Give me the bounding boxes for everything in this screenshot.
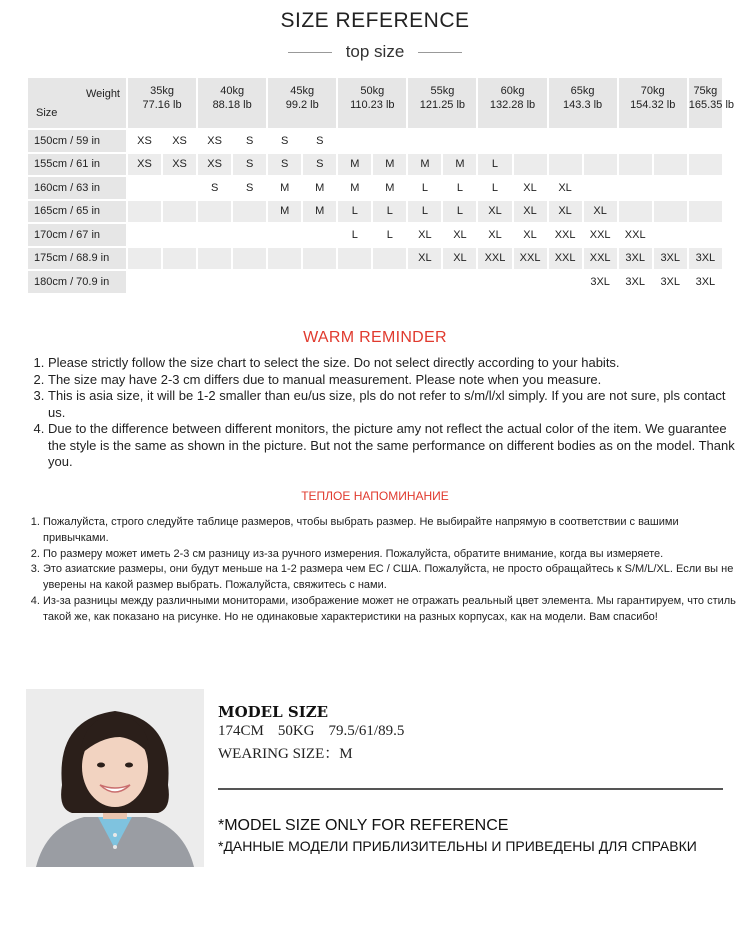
size-cell <box>233 224 266 246</box>
size-cell <box>373 248 406 270</box>
height-label: 180cm / 70.9 in <box>28 271 126 293</box>
model-body-measurements: 79.5/61/89.5 <box>328 723 405 739</box>
size-cell <box>128 201 161 223</box>
size-cell <box>198 248 231 270</box>
size-cell: L <box>478 177 511 199</box>
size-cell <box>338 271 371 293</box>
size-cell: S <box>233 130 266 152</box>
size-cell <box>338 130 371 152</box>
size-cell: M <box>268 177 301 199</box>
size-cell <box>584 130 617 152</box>
table-row <box>28 224 722 246</box>
size-cell <box>268 271 301 293</box>
size-cell: XXL <box>514 248 547 270</box>
weight-column-header <box>338 78 406 128</box>
size-cell: XL <box>514 224 547 246</box>
size-cell <box>689 154 722 176</box>
weight-column-header <box>198 78 266 128</box>
size-cell: S <box>233 154 266 176</box>
size-cell <box>619 177 652 199</box>
size-cell <box>619 130 652 152</box>
list-item: 2. По размеру может иметь 2-3 см разницу из-за ручного измерения. Пожалуйста, обратите внимание, когда вы измеряете. <box>43 547 743 563</box>
weight-kg: 35kg <box>150 85 174 97</box>
size-cell <box>163 224 196 246</box>
size-cell <box>654 130 687 152</box>
size-cell: 3XL <box>619 271 652 293</box>
size-cell <box>128 271 161 293</box>
height-label: 155cm / 61 in <box>28 154 126 176</box>
size-cell <box>443 130 476 152</box>
size-cell <box>443 271 476 293</box>
size-cell: 3XL <box>654 271 687 293</box>
page-title: SIZE REFERENCE <box>280 9 470 32</box>
size-cell <box>584 154 617 176</box>
model-portrait-icon <box>26 689 204 867</box>
model-photo <box>26 689 204 867</box>
size-cell: 3XL <box>654 248 687 270</box>
size-cell <box>303 271 336 293</box>
page-subtitle: top size <box>345 42 405 61</box>
table-corner <box>28 78 126 128</box>
size-cell: XS <box>128 154 161 176</box>
size-cell: L <box>373 201 406 223</box>
size-cell <box>514 154 547 176</box>
weight-lb: 110.23 lb <box>350 99 395 111</box>
size-cell <box>233 201 266 223</box>
table-row <box>28 130 722 152</box>
size-cell: M <box>268 201 301 223</box>
table-row <box>28 201 722 223</box>
size-cell: 3XL <box>689 248 722 270</box>
size-cell <box>478 271 511 293</box>
size-cell: XXL <box>549 248 582 270</box>
size-cell <box>549 271 582 293</box>
size-cell <box>549 130 582 152</box>
size-cell <box>198 201 231 223</box>
size-cell: L <box>443 201 476 223</box>
size-cell: S <box>198 177 231 199</box>
size-cell: XS <box>163 154 196 176</box>
size-cell: M <box>443 154 476 176</box>
size-cell <box>584 177 617 199</box>
size-cell: XXL <box>584 224 617 246</box>
size-cell <box>689 177 722 199</box>
weight-column-header <box>688 78 735 128</box>
size-cell <box>268 248 301 270</box>
size-cell <box>619 201 652 223</box>
weight-kg: 60kg <box>500 85 525 97</box>
size-cell: L <box>338 224 371 246</box>
size-cell: XL <box>443 248 476 270</box>
height-label: 160cm / 63 in <box>28 177 126 199</box>
table-row <box>28 271 722 293</box>
weight-kg: 65kg <box>570 85 595 97</box>
size-cell <box>163 201 196 223</box>
list-item: 3. This is asia size, it will be 1-2 smaller than eu/us size, pls do not refer to s/m/l/xl simply. If you are not sure, pls contact us. <box>48 388 738 421</box>
size-cell: XS <box>198 130 231 152</box>
size-cell <box>233 248 266 270</box>
size-cell: XXL <box>478 248 511 270</box>
size-cell: M <box>303 177 336 199</box>
size-cell: XL <box>478 224 511 246</box>
size-cell <box>268 224 301 246</box>
size-cell: XL <box>443 224 476 246</box>
weight-lb: 143.3 lb <box>563 99 603 111</box>
size-cell: S <box>268 130 301 152</box>
size-cell: XXL <box>549 224 582 246</box>
size-cell: S <box>268 154 301 176</box>
model-note-ru: *ДАННЫЕ МОДЕЛИ ПРИБЛИЗИТЕЛЬНЫ И ПРИВЕДЕНЫ ДЛЯ СПРАВКИ <box>218 838 697 854</box>
weight-kg: 55kg <box>430 85 455 97</box>
size-cell: XL <box>408 248 441 270</box>
size-cell: XL <box>549 177 582 199</box>
reminder-list <box>30 355 738 471</box>
size-cell: XL <box>584 201 617 223</box>
size-cell: M <box>373 177 406 199</box>
weight-column-header <box>478 78 546 128</box>
size-cell: XL <box>408 224 441 246</box>
table-row <box>28 177 722 199</box>
size-cell: XL <box>514 177 547 199</box>
weight-kg: 40kg <box>220 85 245 97</box>
model-divider <box>218 788 723 790</box>
model-note-en: *MODEL SIZE ONLY FOR REFERENCE <box>218 817 509 834</box>
size-cell <box>163 177 196 199</box>
size-table <box>26 76 735 295</box>
size-cell <box>163 248 196 270</box>
weight-lb: 88.18 lb <box>212 99 252 111</box>
size-cell <box>514 271 547 293</box>
size-cell: S <box>303 130 336 152</box>
list-item: 1. Пожалуйста, строго следуйте таблице размеров, чтобы выбрать размер. Не выбирайте напрямую в соответствии с вашими привычками. <box>43 515 743 547</box>
size-cell <box>408 271 441 293</box>
size-cell <box>689 130 722 152</box>
size-cell: L <box>373 224 406 246</box>
table-row <box>28 248 722 270</box>
size-cell: XL <box>549 201 582 223</box>
weight-kg: 70kg <box>640 85 665 97</box>
subtitle-row <box>0 41 750 63</box>
reminder-ru-list <box>27 515 743 626</box>
size-cell: 3XL <box>689 271 722 293</box>
weight-lb: 121.25 lb <box>419 99 466 111</box>
height-label: 170cm / 67 in <box>28 224 126 246</box>
height-label: 175cm / 68.9 in <box>28 248 126 270</box>
model-size-box <box>218 703 723 763</box>
list-item: 4. Due to the difference between different monitors, the picture amy not reflect the actual color of the item. We guarantee the style is the same as shown in the picture. But not the same performance on different bodies as on the model. Thank you. <box>48 421 738 471</box>
size-cell <box>654 154 687 176</box>
list-item: 1. Please strictly follow the size chart to select the size. Do not select directly according to your habits. <box>48 355 738 372</box>
size-cell: L <box>338 201 371 223</box>
list-item: 4. Из-за разницы между различными мониторами, изображение может не отражать реальный цвет элемента. Мы гарантируем, что стиль такой же, как показано на рисунке. Но не одинаковые характеристики на разных корпусах, как на модели. Вам спасибо! <box>43 594 743 626</box>
size-cell <box>303 224 336 246</box>
size-cell: M <box>338 154 371 176</box>
weight-kg: 75kg <box>693 85 718 97</box>
list-item: 3. Это азиатские размеры, они будут меньше на 1-2 размера чем ЕС / США. Пожалуйста, не просто обращайтесь к S/M/L/XL. Если вы не уверены на какой размер выбрать. Пожалуйста, свяжитесь с нами. <box>43 562 743 594</box>
height-label: 150cm / 59 in <box>28 130 126 152</box>
size-cell: 3XL <box>619 248 652 270</box>
size-cell: 3XL <box>584 271 617 293</box>
size-cell <box>689 224 722 246</box>
table-header-row <box>28 78 722 128</box>
weight-lb: 99.2 lb <box>285 99 319 111</box>
weight-column-header <box>619 78 687 128</box>
weight-lb: 154.32 lb <box>630 99 676 111</box>
warm-reminder-ru-title: ТЕПЛОЕ НАПОМИНАНИЕ <box>301 489 449 503</box>
weight-column-header <box>408 78 476 128</box>
table-row <box>28 154 722 176</box>
size-cell <box>163 271 196 293</box>
size-cell <box>478 130 511 152</box>
size-cell <box>654 201 687 223</box>
size-cell: XXL <box>619 224 652 246</box>
weight-header: Weight <box>85 88 120 100</box>
size-cell: XS <box>198 154 231 176</box>
size-header: Size <box>36 107 58 119</box>
size-cell <box>128 224 161 246</box>
size-cell <box>198 271 231 293</box>
size-cell: XS <box>128 130 161 152</box>
size-cell <box>689 201 722 223</box>
size-cell <box>408 130 441 152</box>
size-cell <box>198 224 231 246</box>
size-cell <box>654 177 687 199</box>
size-cell: M <box>408 154 441 176</box>
size-cell: M <box>338 177 371 199</box>
weight-column-header <box>128 78 196 128</box>
size-cell <box>128 177 161 199</box>
model-size-title: MODEL SIZE <box>218 703 329 721</box>
size-cell: L <box>443 177 476 199</box>
size-cell <box>619 154 652 176</box>
size-cell: XL <box>514 201 547 223</box>
divider-right <box>418 52 462 53</box>
size-cell: S <box>303 154 336 176</box>
model-measurements-line <box>218 723 723 740</box>
size-cell: M <box>373 154 406 176</box>
warm-reminder-title: WARM REMINDER <box>303 329 447 346</box>
size-cell: XS <box>163 130 196 152</box>
size-cell <box>514 130 547 152</box>
size-cell: M <box>303 201 336 223</box>
size-cell <box>654 224 687 246</box>
model-weight: 50KG <box>277 723 315 739</box>
size-cell <box>128 248 161 270</box>
weight-column-header <box>549 78 617 128</box>
size-cell: L <box>478 154 511 176</box>
weight-kg: 50kg <box>360 85 385 97</box>
size-cell: XL <box>478 201 511 223</box>
size-cell <box>338 248 371 270</box>
size-cell: XXL <box>584 248 617 270</box>
size-cell <box>373 130 406 152</box>
model-height: 174CM <box>218 723 264 739</box>
weight-column-header <box>268 78 336 128</box>
size-cell <box>233 271 266 293</box>
size-cell <box>549 154 582 176</box>
divider-left <box>288 52 332 53</box>
weight-lb: 77.16 lb <box>142 99 182 111</box>
size-cell <box>373 271 406 293</box>
size-cell <box>303 248 336 270</box>
size-cell: S <box>233 177 266 199</box>
weight-kg: 45kg <box>290 85 315 97</box>
height-label: 165cm / 65 in <box>28 201 126 223</box>
size-cell: L <box>408 201 441 223</box>
model-wearing-size: WEARING SIZE：M <box>218 746 353 762</box>
weight-lb: 165.35 lb <box>688 99 735 111</box>
list-item: 2. The size may have 2-3 cm differs due to manual measurement. Please note when you measure. <box>48 372 738 389</box>
weight-lb: 132.28 lb <box>489 99 536 111</box>
size-cell: L <box>408 177 441 199</box>
